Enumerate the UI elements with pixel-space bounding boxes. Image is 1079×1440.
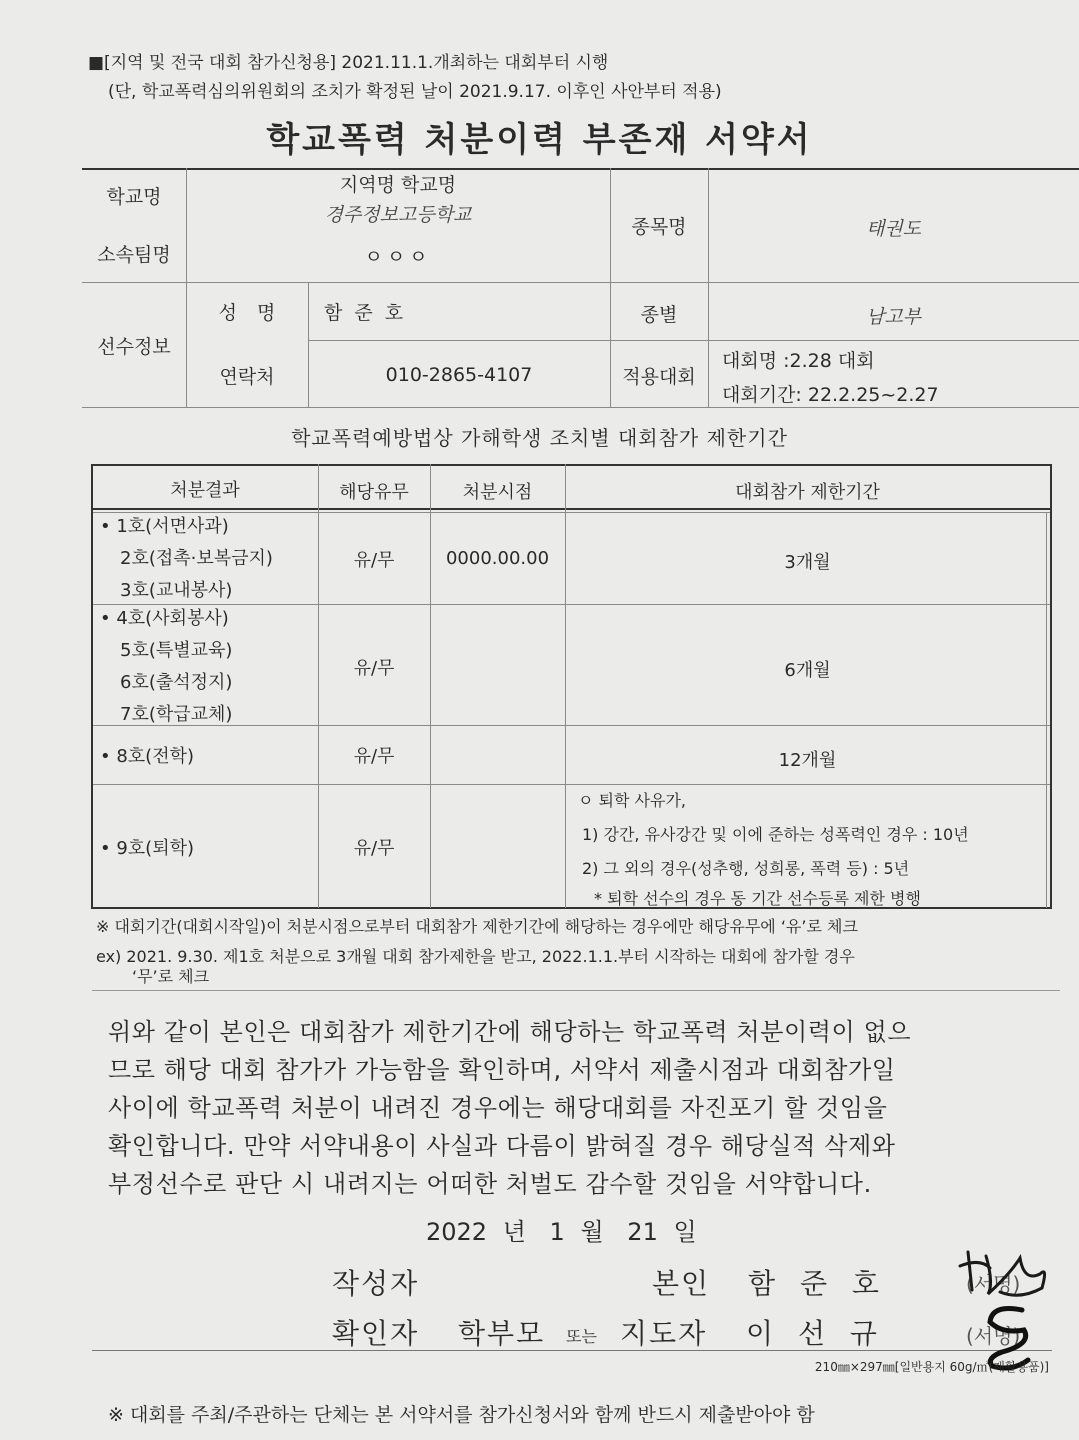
pledge-line: 확인합니다. 만약 서약내용이 사실과 다름이 밝혀질 경우 해당실적 삭제와 [108,1132,896,1160]
sanction-item: • 1호(서면사과) [100,516,229,537]
col-header-date: 처분시점 [462,482,533,503]
applicable-value: 유/무 [353,838,395,859]
apply-label: 적용대회 [622,366,696,388]
expulsion-note: 2) 그 외의 경우(성추행, 성희롱, 폭력 등) : 5년 [582,859,910,878]
competition-period: 대회기간: 22.2.25~2.27 [722,384,939,406]
gender-value: 남고부 [865,306,922,328]
expulsion-note: ㅇ 퇴학 사유가, [578,791,686,810]
seal-self: (서명) [966,1272,1021,1296]
date-month-unit: 월 [580,1218,604,1246]
footer-notice: ※ 대회를 주최/주관하는 단체는 본 서약서를 참가신청서와 함께 반드시 제출받아야 함 [108,1404,815,1426]
applicable-value: 유/무 [353,658,395,679]
sanction-item: 2호(접촉·보복금지) [120,548,273,569]
writer-label: 작성자 [332,1267,420,1300]
page-title: 학교폭력 처분이력 부존재 서약서 [266,120,813,160]
date-year-unit: 년 [502,1218,526,1246]
sanction-item: 3호(교내봉사) [120,580,233,601]
sanction-item: • 8호(전학) [100,746,194,767]
pledge-line: 사이에 학교폭력 처분이 내려진 경우에는 해당대회를 자진포기 할 것임을 [108,1094,888,1122]
event-label: 종목명 [631,216,687,238]
parent-label: 학부모 [458,1317,546,1350]
col-header-result: 처분결과 [170,480,240,501]
self-label: 본인 [652,1267,711,1300]
coach-label: 지도자 [620,1317,708,1350]
sanction-item: 7호(학급교체) [120,704,233,725]
pledge-line: 부정선수로 판단 시 내려지는 어떠한 처벌도 감수할 것임을 서약합니다. [108,1170,872,1198]
date-year: 2022 [426,1218,488,1246]
paper-spec: 210㎜×297㎜[일반용지 60g/㎡(재활용품)] [814,1360,1049,1374]
col-header-applicable: 해당유무 [339,482,409,503]
name-value: 함 준 호 [324,302,407,324]
team-label: 소속팀명 [97,244,171,266]
seal-coach: (서명) [966,1324,1021,1348]
applicable-value: 유/무 [353,746,395,767]
pledge-line: 므로 해당 대회 참가가 가능함을 확인하며, 서약서 제출시점과 대회참가일 [108,1056,896,1084]
date-day: 21 [627,1218,658,1246]
sanction-item: • 4호(사회봉사) [100,608,229,629]
sanction-item: 5호(특별교육) [120,640,233,661]
header-notice: ■[지역 및 전국 대회 참가신청용] 2021.11.1.개최하는 대회부터 시행 [88,53,609,73]
date-day-unit: 일 [673,1218,697,1246]
gender-label: 종별 [640,304,678,326]
self-name: 함 준 호 [748,1267,887,1300]
table-note: ※ 대회기간(대회시작일)이 처분시점으로부터 대회참가 제한기간에 해당하는 경우에만 해당유무에 ‘유’로 체크 [96,917,858,936]
event-value: 태권도 [865,218,922,240]
date-month: 1 [549,1218,565,1246]
restriction-period: 12개월 [778,750,837,771]
header-subnotice: (단, 학교폭력심의위원회의 조치가 확정된 날이 2021.9.17. 이후인 사안부터 적용) [108,82,722,102]
team-value: ㅇㅇㅇ [364,246,432,268]
table-note-example: ex) 2021. 9.30. 제1호 처분으로 3개월 대회 참가제한을 받고, 2022.1.1.부터 시작하는 대회에 참가할 경우 [96,947,855,966]
sanction-date-value: 0000.00.00 [445,548,550,569]
school-region-label: 지역명 학교명 [339,174,457,196]
contact-value: 010-2865-4107 [385,364,533,386]
applicable-value: 유/무 [353,550,395,571]
restriction-period: 3개월 [784,552,831,573]
confirm-label: 확인자 [332,1317,420,1350]
or-label: 또는 [566,1327,597,1346]
expulsion-note: 1) 강간, 유사강간 및 이에 준하는 성폭력인 경우 : 10년 [582,825,969,844]
coach-name: 이 선 규 [746,1317,885,1350]
sanction-item: 6호(출석정지) [120,672,233,693]
player-label: 선수정보 [97,336,171,358]
restriction-period: 6개월 [784,660,831,681]
pledge-line: 위와 같이 본인은 대회참가 제한기간에 해당하는 학교폭력 처분이력이 없으 [108,1018,912,1046]
signature-self-mark [950,1244,1060,1304]
name-label: 성 명 [218,302,276,324]
contact-label: 연락처 [219,366,275,388]
section-title: 학교폭력예방법상 가해학생 조치별 대회참가 제한기간 [291,426,788,450]
col-header-period: 대회참가 제한기간 [735,482,880,503]
expulsion-note: * 퇴학 선수의 경우 동 기간 선수등록 제한 병행 [594,889,921,908]
sanction-item: • 9호(퇴학) [100,838,194,859]
signature-date [426,1212,697,1247]
school-label: 학교명 [106,186,162,208]
table-note-example-cont: ‘무’로 체크 [132,967,210,986]
school-value: 경주정보고등학교 [324,204,472,226]
competition-name: 대회명 :2.28 대회 [722,350,875,372]
